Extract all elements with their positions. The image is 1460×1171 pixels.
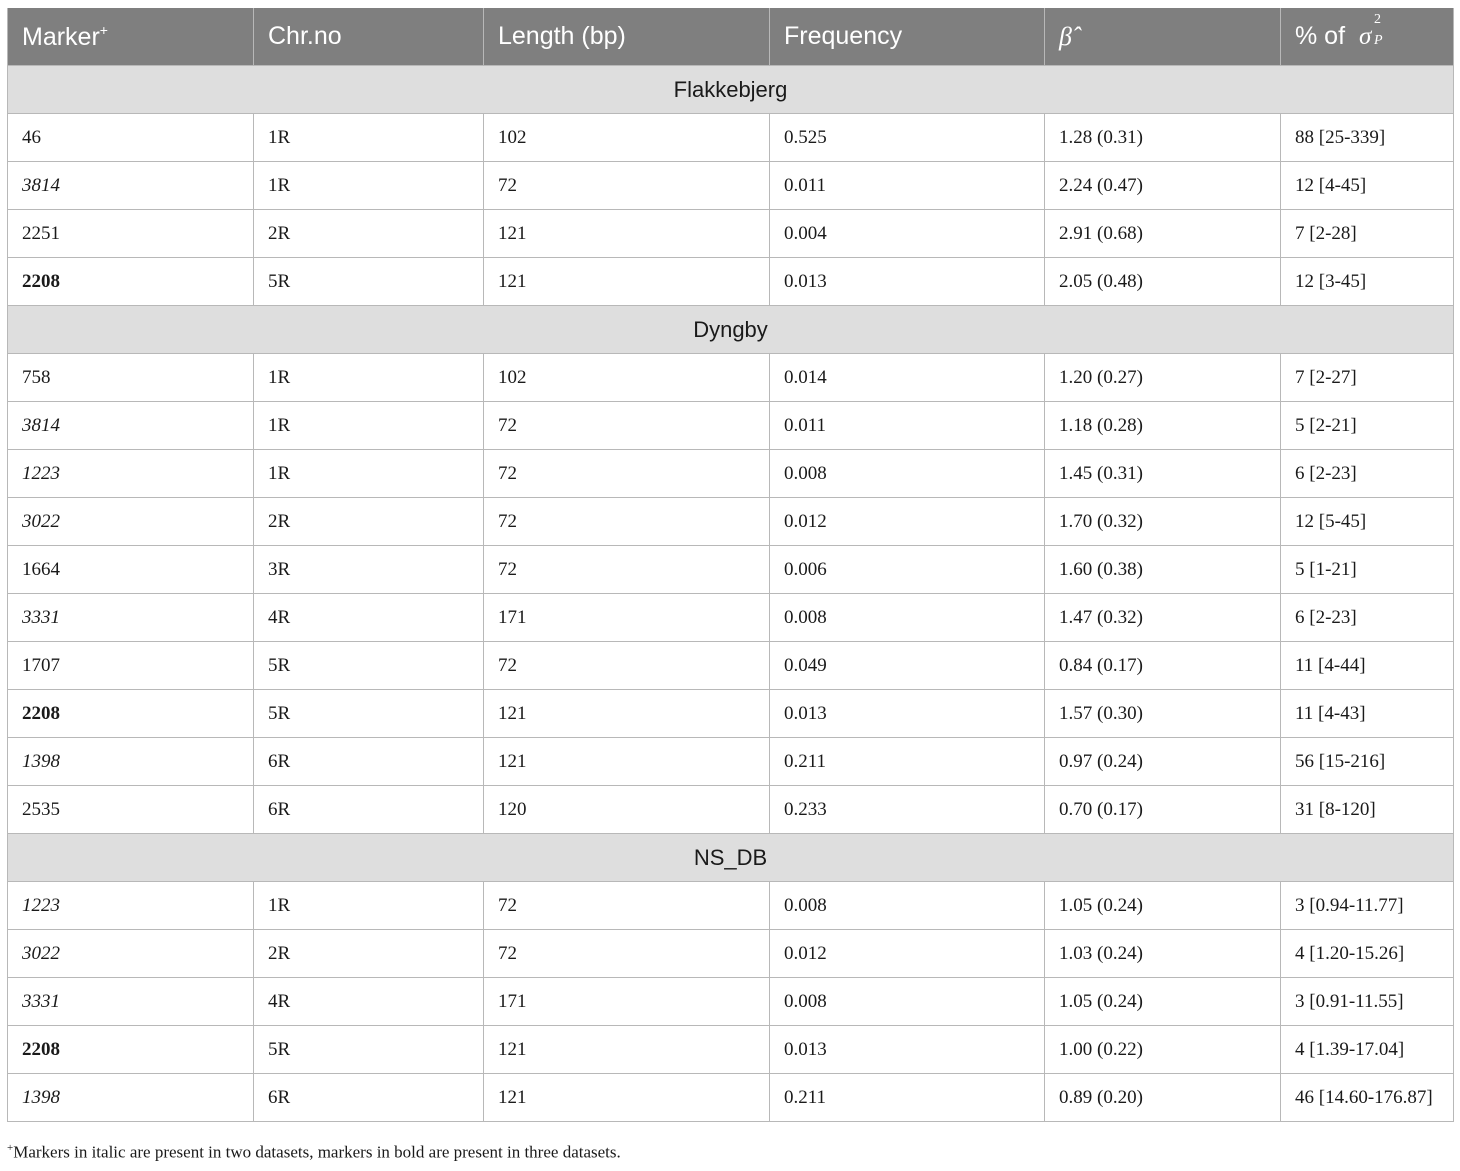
cell-marker: 3022: [8, 498, 254, 546]
cell-chr: 2R: [254, 210, 484, 258]
cell-frequency: 0.014: [770, 354, 1045, 402]
cell-chr: 4R: [254, 978, 484, 1026]
cell-frequency: 0.012: [770, 498, 1045, 546]
group-row: [8, 834, 1454, 882]
group-title: NS_DB: [8, 834, 1454, 882]
cell-beta: 1.60 (0.38): [1045, 546, 1281, 594]
cell-length: 171: [484, 594, 770, 642]
group-row: [8, 306, 1454, 354]
cell-length: 72: [484, 402, 770, 450]
table-row: [8, 978, 1454, 1026]
cell-pct: 6 [2-23]: [1281, 450, 1454, 498]
cell-frequency: 0.006: [770, 546, 1045, 594]
cell-marker: 2208: [8, 690, 254, 738]
header-marker: [8, 8, 254, 66]
header-beta: [1045, 8, 1281, 66]
cell-pct: 31 [8-120]: [1281, 786, 1454, 834]
cell-beta: 1.28 (0.31): [1045, 114, 1281, 162]
cell-frequency: 0.013: [770, 690, 1045, 738]
cell-chr: 5R: [254, 642, 484, 690]
header-row: [8, 8, 1454, 66]
table-row: [8, 1026, 1454, 1074]
cell-chr: 1R: [254, 114, 484, 162]
cell-pct: 7 [2-28]: [1281, 210, 1454, 258]
table-row: [8, 690, 1454, 738]
cell-beta: 1.05 (0.24): [1045, 978, 1281, 1026]
footnote-sup: +: [7, 1142, 14, 1154]
cell-chr: 1R: [254, 162, 484, 210]
cell-pct: 4 [1.39-17.04]: [1281, 1026, 1454, 1074]
header-marker-sup: +: [99, 21, 108, 38]
cell-beta: 1.00 (0.22): [1045, 1026, 1281, 1074]
cell-beta: 1.70 (0.32): [1045, 498, 1281, 546]
cell-chr: 1R: [254, 450, 484, 498]
cell-chr: 3R: [254, 546, 484, 594]
cell-frequency: 0.004: [770, 210, 1045, 258]
cell-marker: 1707: [8, 642, 254, 690]
table-footnote: [7, 1142, 621, 1163]
cell-frequency: 0.211: [770, 738, 1045, 786]
cell-frequency: 0.012: [770, 930, 1045, 978]
table-row: [8, 450, 1454, 498]
cell-length: 72: [484, 450, 770, 498]
cell-pct: 88 [25-339]: [1281, 114, 1454, 162]
cell-frequency: 0.008: [770, 594, 1045, 642]
cell-beta: 2.05 (0.48): [1045, 258, 1281, 306]
cell-frequency: 0.013: [770, 1026, 1045, 1074]
cell-frequency: 0.011: [770, 402, 1045, 450]
cell-beta: 0.89 (0.20): [1045, 1074, 1281, 1122]
header-sigma-symbol: [1359, 12, 1383, 50]
cell-beta: 1.20 (0.27): [1045, 354, 1281, 402]
cell-chr: 2R: [254, 930, 484, 978]
cell-marker: 3022: [8, 930, 254, 978]
cell-pct: 11 [4-43]: [1281, 690, 1454, 738]
cell-frequency: 0.049: [770, 642, 1045, 690]
cell-pct: 56 [15-216]: [1281, 738, 1454, 786]
cell-pct: 7 [2-27]: [1281, 354, 1454, 402]
header-beta-symbol: β̂: [1059, 21, 1072, 51]
cell-length: 72: [484, 546, 770, 594]
cell-length: 121: [484, 1074, 770, 1122]
cell-length: 102: [484, 354, 770, 402]
cell-chr: 5R: [254, 1026, 484, 1074]
cell-frequency: 0.008: [770, 450, 1045, 498]
cell-chr: 5R: [254, 690, 484, 738]
cell-marker: 1664: [8, 546, 254, 594]
table-row: [8, 114, 1454, 162]
cell-beta: 1.03 (0.24): [1045, 930, 1281, 978]
cell-beta: 0.70 (0.17): [1045, 786, 1281, 834]
cell-pct: 12 [4-45]: [1281, 162, 1454, 210]
cell-length: 72: [484, 642, 770, 690]
cell-chr: 1R: [254, 402, 484, 450]
cell-frequency: 0.013: [770, 258, 1045, 306]
cell-chr: 6R: [254, 1074, 484, 1122]
cell-chr: 1R: [254, 354, 484, 402]
table-row: [8, 882, 1454, 930]
group-title: Dyngby: [8, 306, 1454, 354]
cell-chr: 1R: [254, 882, 484, 930]
cell-beta: 2.91 (0.68): [1045, 210, 1281, 258]
cell-length: 121: [484, 690, 770, 738]
cell-pct: 46 [14.60-176.87]: [1281, 1074, 1454, 1122]
cell-chr: 2R: [254, 498, 484, 546]
header-sigma-sup: 2: [1374, 12, 1382, 27]
marker-table: [7, 8, 1454, 1122]
cell-beta: 0.84 (0.17): [1045, 642, 1281, 690]
cell-beta: 1.05 (0.24): [1045, 882, 1281, 930]
header-chr: Chr.no: [254, 8, 484, 66]
cell-length: 121: [484, 210, 770, 258]
cell-pct: 3 [0.94-11.77]: [1281, 882, 1454, 930]
cell-marker: 3331: [8, 978, 254, 1026]
header-marker-label: Marker: [22, 22, 100, 51]
cell-length: 102: [484, 114, 770, 162]
table-row: [8, 594, 1454, 642]
cell-beta: 1.57 (0.30): [1045, 690, 1281, 738]
cell-beta: 1.18 (0.28): [1045, 402, 1281, 450]
cell-beta: 2.24 (0.47): [1045, 162, 1281, 210]
cell-frequency: 0.008: [770, 882, 1045, 930]
cell-frequency: 0.011: [770, 162, 1045, 210]
cell-chr: 6R: [254, 738, 484, 786]
cell-marker: 3814: [8, 402, 254, 450]
cell-pct: 5 [1-21]: [1281, 546, 1454, 594]
cell-marker: 758: [8, 354, 254, 402]
cell-marker: 2251: [8, 210, 254, 258]
header-length: Length (bp): [484, 8, 770, 66]
cell-frequency: 0.211: [770, 1074, 1045, 1122]
table-row: [8, 162, 1454, 210]
cell-beta: 1.47 (0.32): [1045, 594, 1281, 642]
cell-pct: 11 [4-44]: [1281, 642, 1454, 690]
table-body: [8, 66, 1454, 1122]
table-row: [8, 786, 1454, 834]
cell-marker: 1398: [8, 1074, 254, 1122]
cell-marker: 46: [8, 114, 254, 162]
header-pct-prefix: % of: [1295, 22, 1346, 50]
cell-length: 120: [484, 786, 770, 834]
group-title: Flakkebjerg: [8, 66, 1454, 114]
cell-marker: 1398: [8, 738, 254, 786]
cell-pct: 6 [2-23]: [1281, 594, 1454, 642]
table-row: [8, 210, 1454, 258]
cell-chr: 4R: [254, 594, 484, 642]
table-row: [8, 258, 1454, 306]
cell-pct: 3 [0.91-11.55]: [1281, 978, 1454, 1026]
cell-length: 121: [484, 1026, 770, 1074]
cell-pct: 5 [2-21]: [1281, 402, 1454, 450]
table-row: [8, 930, 1454, 978]
table-row: [8, 546, 1454, 594]
header-sigma-sub: P: [1374, 33, 1383, 48]
cell-frequency: 0.233: [770, 786, 1045, 834]
cell-marker: 1223: [8, 882, 254, 930]
cell-marker: 2208: [8, 258, 254, 306]
cell-length: 121: [484, 258, 770, 306]
cell-chr: 5R: [254, 258, 484, 306]
cell-frequency: 0.525: [770, 114, 1045, 162]
cell-length: 72: [484, 162, 770, 210]
cell-marker: 3814: [8, 162, 254, 210]
cell-pct: 4 [1.20-15.26]: [1281, 930, 1454, 978]
table-row: [8, 738, 1454, 786]
group-row: [8, 66, 1454, 114]
header-frequency: Frequency: [770, 8, 1045, 66]
cell-length: 171: [484, 978, 770, 1026]
cell-marker: 2535: [8, 786, 254, 834]
cell-length: 72: [484, 882, 770, 930]
cell-length: 121: [484, 738, 770, 786]
cell-marker: 1223: [8, 450, 254, 498]
cell-marker: 3331: [8, 594, 254, 642]
cell-chr: 6R: [254, 786, 484, 834]
cell-beta: 1.45 (0.31): [1045, 450, 1281, 498]
footnote-text: Markers in italic are present in two datasets, markers in bold are present in three datasets.: [13, 1142, 621, 1162]
cell-marker: 2208: [8, 1026, 254, 1074]
cell-length: 72: [484, 498, 770, 546]
table-row: [8, 354, 1454, 402]
table-row: [8, 642, 1454, 690]
table-row: [8, 402, 1454, 450]
header-pct-variance: [1281, 8, 1454, 66]
table-row: [8, 498, 1454, 546]
table-row: [8, 1074, 1454, 1122]
cell-beta: 0.97 (0.24): [1045, 738, 1281, 786]
marker-table-container: [7, 8, 1453, 1122]
cell-pct: 12 [3-45]: [1281, 258, 1454, 306]
header-sigma-letter: σ: [1359, 23, 1372, 50]
cell-length: 72: [484, 930, 770, 978]
cell-pct: 12 [5-45]: [1281, 498, 1454, 546]
table-header: [8, 8, 1454, 66]
cell-frequency: 0.008: [770, 978, 1045, 1026]
